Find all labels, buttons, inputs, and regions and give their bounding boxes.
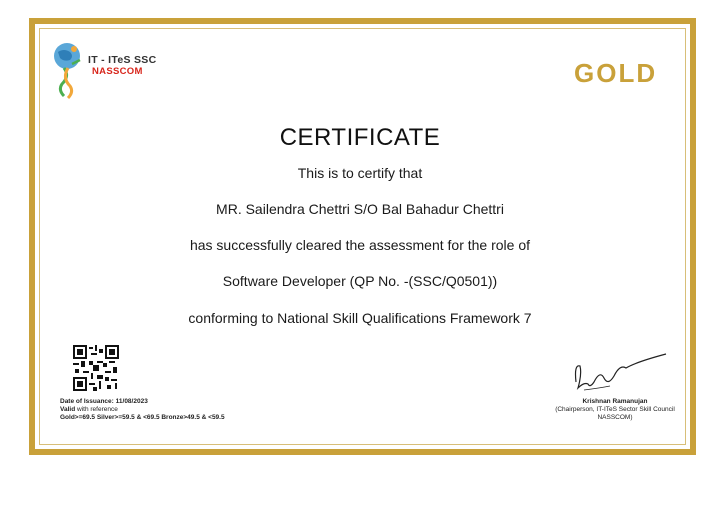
signer-org: NASSCOM) bbox=[597, 414, 633, 421]
qr-code-icon bbox=[73, 345, 119, 391]
valid-label: Valid bbox=[60, 406, 76, 413]
globe-figure-icon bbox=[50, 40, 90, 102]
signer-name: Krishnan Ramanujan bbox=[582, 398, 648, 405]
org-name: IT - ITeS SSC bbox=[88, 54, 157, 66]
role-line: Software Developer (QP No. -(SSC/Q0501)) bbox=[222, 273, 498, 289]
grade-badge: GOLD bbox=[574, 58, 658, 88]
signature-icon bbox=[570, 352, 670, 397]
nasscom-label: NASSCOM bbox=[92, 66, 143, 77]
issuance-block bbox=[60, 398, 225, 422]
certificate-title: CERTIFICATE bbox=[279, 124, 441, 151]
grade-thresholds: Gold>=69.5 Silver>=59.5 & <69.5 Bronze>49.5 & <59.5 bbox=[60, 414, 225, 421]
issue-date: 11/08/2023 bbox=[115, 398, 148, 405]
signer-title: (Chairperson, IT-ITeS Sector Skill Council bbox=[555, 406, 675, 413]
valid-text: with reference bbox=[77, 406, 118, 413]
issue-label: Date of Issuance: bbox=[60, 398, 114, 405]
framework-line: conforming to National Skill Qualifications Framework 7 bbox=[188, 310, 532, 326]
signatory-block bbox=[530, 398, 700, 422]
ssc-logo bbox=[50, 40, 170, 102]
certify-line: This is to certify that bbox=[297, 165, 423, 181]
candidate-name: MR. Sailendra Chettri S/O Bal Bahadur Chettri bbox=[216, 201, 504, 217]
assessment-line: has successfully cleared the assessment for the role of bbox=[189, 237, 531, 253]
